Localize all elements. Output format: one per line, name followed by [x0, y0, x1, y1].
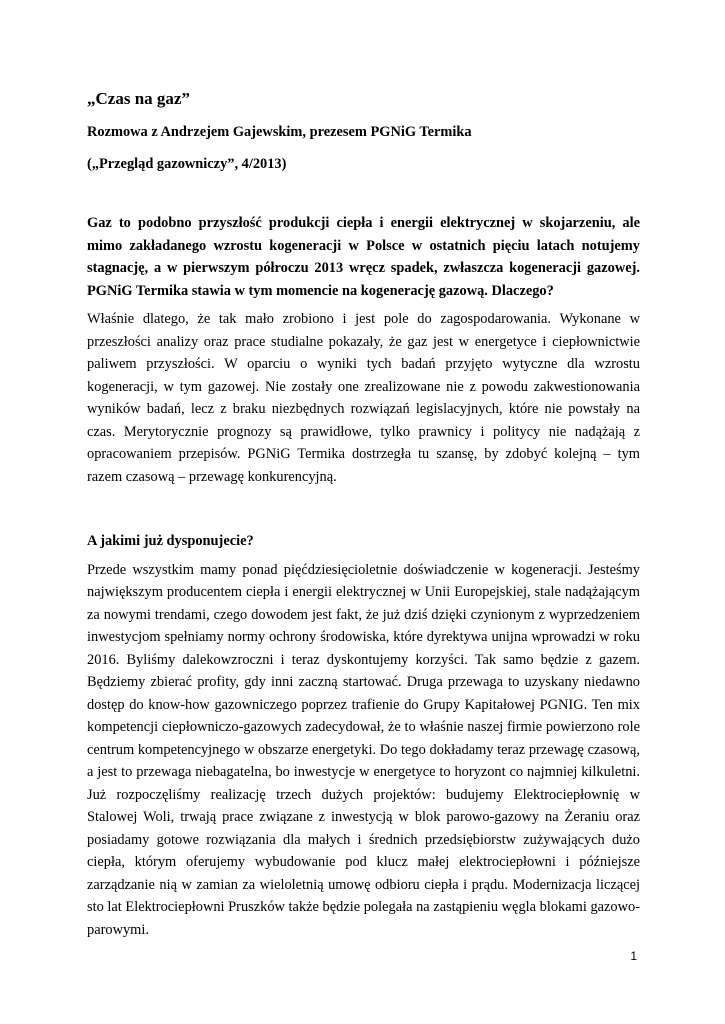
article-title: „Czas na gaz” [87, 89, 190, 108]
interview-question-2: A jakimi już dysponujecie? [87, 533, 254, 549]
interview-answer-1: Właśnie dlatego, że tak mało zrobiono i jest pole do zagospodarowania. Wykonane w przeszłości analizy oraz prace studialne pokazały, że gaz jest w energetyce i ciepłownictwie paliwem przyszłości. W oparciu o wyniki tych badań przyjęto wytyczne dla wzrostu kogeneracji, w tym gazowej. Nie zostały one zrealizowane nie z powodu zakwestionowania wyników badań, lecz z braku niezbędnych rozwiązań legislacyjnych, które nie powstały na czas. Merytorycznie prognozy są prawidłowe, tylko prawnicy i politycy nie nadążają z opracowaniem przepisów. PGNiG Termika dostrzegła tu szansę, by zdobyć kolejną – tym razem czasową – przewagę konkurencyjną. [87, 311, 640, 485]
article-source: („Przegląd gazowniczy”, 4/2013) [87, 156, 287, 172]
page-number: 1 [630, 949, 637, 963]
document-page [87, 88, 640, 941]
article-subtitle: Rozmowa z Andrzejem Gajewskim, prezesem PGNiG Termika [87, 124, 472, 140]
interview-question-1: Gaz to podobno przyszłość produkcji ciepła i energii elektrycznej w skojarzeniu, ale mimo zakładanego wzrostu kogeneracji w Polsce w ostatnich pięciu latach notujemy stagnację, a w pierwszym półroczu 2013 wręcz spadek, zwłaszcza kogeneracji gazowej. PGNiG Termika stawia w tym momencie na kogenerację gazową. Dlaczego? [87, 215, 640, 299]
interview-answer-2: Przede wszystkim mamy ponad pięćdziesięcioletnie doświadczenie w kogeneracji. Jesteśmy największym producentem ciepła i energii elektrycznej w Unii Europejskiej, stale nadążającym za nowymi trendami, czego dowodem jest fakt, że już dziś dzięki czynionym z wyprzedzeniem inwestycjom spełniamy normy ochrony środowiska, które dyrektywa unijna wprowadzi w roku 2016. Byliśmy dalekowzroczni i teraz dyskontujemy korzyści. Tak samo będzie z gazem. Będziemy zbierać profity, gdy inni zaczną startować. Druga przewaga to uzyskany niedawno dostęp do know-how gazowniczego poprzez trafienie do Grupy Kapitałowej PGNIG. Ten mix kompetencji ciepłowniczo-gazowych zadecydował, że to właśnie naszej firmie powierzono role centrum kompetencyjnego w obszarze energetyki. Do tego dokładamy teraz przewagę czasową, a jest to przewaga niebagatelna, bo inwestycje w energetyce to horyzont co najmniej kilkuletni. Już rozpoczęliśmy realizację trzech dużych projektów: budujemy Elektrociepłownię w Stalowej Woli, trwają prace związane z inwestycją w blok parowo-gazowy na Żeraniu oraz posiadamy gotowe rozwiązania dla małych i średnich przedsiębiorstw zużywających dużo ciepła, którym oferujemy wybudowanie pod klucz małej elektrociepłowni i późniejsze zarządzanie nią w zamian za wieloletnią umowę odbioru ciepła i prądu. Modernizacja liczącej sto lat Elektrociepłowni Pruszków także będzie polegała na zastąpieniu węgla blokami gazowo-parowymi. [87, 561, 640, 938]
